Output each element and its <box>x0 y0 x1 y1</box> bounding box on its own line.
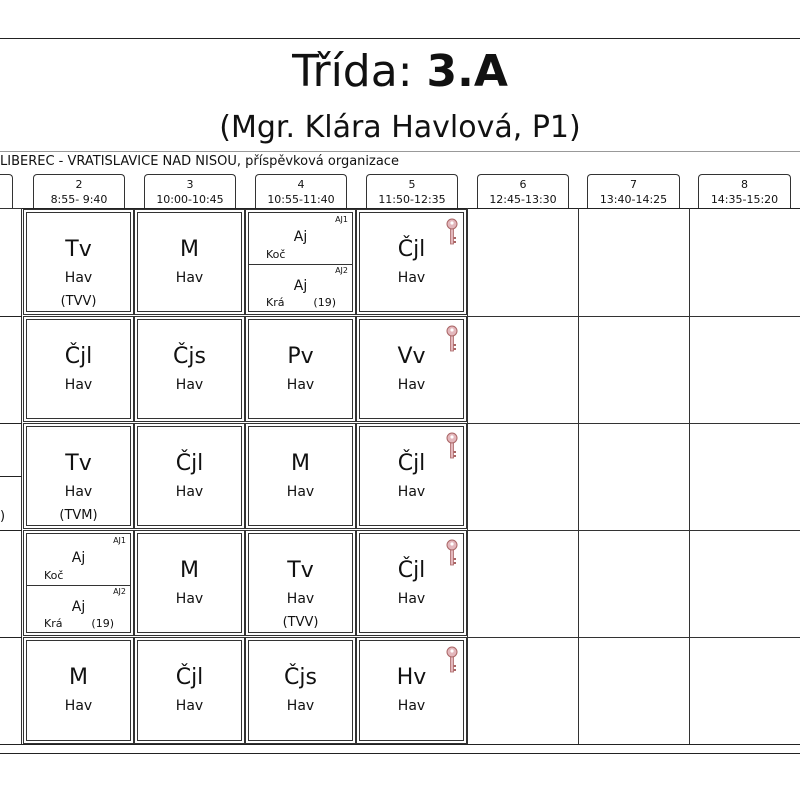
footer-rule <box>0 753 800 754</box>
lesson-cell[interactable] <box>356 423 467 529</box>
teacher-label: Krá <box>44 617 63 630</box>
teacher-label: Hav <box>64 484 93 500</box>
lesson-cell[interactable] <box>356 316 467 422</box>
subject-label: Čjl <box>397 237 426 262</box>
period-number: 2 <box>75 178 83 191</box>
row-divider <box>0 530 22 531</box>
teacher-label: Hav <box>397 377 426 393</box>
row-divider <box>0 316 22 317</box>
period-header-2 <box>33 174 125 208</box>
subject-label: Hv <box>396 665 427 690</box>
teacher-label: Hav <box>175 698 204 714</box>
teacher-label: Koč <box>44 569 64 582</box>
lesson-cell[interactable] <box>134 209 245 315</box>
lesson-cell[interactable] <box>134 530 245 636</box>
teacher-label: Hav <box>397 698 426 714</box>
subject-label: Čjl <box>175 665 204 690</box>
period-time: 10:00-10:45 <box>156 193 224 206</box>
lesson-cell[interactable] <box>23 209 134 315</box>
period-header-3 <box>144 174 236 208</box>
teacher-label: Hav <box>175 484 204 500</box>
top-rule <box>0 38 800 39</box>
period-time: 14:35-15:20 <box>710 193 779 206</box>
lesson-cell[interactable] <box>134 316 245 422</box>
lesson-cell[interactable] <box>245 316 356 422</box>
key-icon <box>446 646 458 674</box>
split-lesson-cell[interactable] <box>23 530 134 636</box>
group-name: AJ2 <box>335 266 348 275</box>
class-teacher-subtitle: (Mgr. Klára Havlová, P1) <box>219 110 581 145</box>
group-lesson-top[interactable] <box>27 534 130 586</box>
subject-label: Aj <box>293 278 308 294</box>
subject-label: Čjl <box>397 451 426 476</box>
subject-label: M <box>180 237 199 262</box>
period-header-5 <box>366 174 458 208</box>
period-time: 8:55- 9:40 <box>50 193 108 206</box>
lesson-cell[interactable] <box>356 637 467 744</box>
room-label: (19) <box>313 296 336 309</box>
column-divider <box>578 208 579 745</box>
subject-label: Aj <box>293 229 308 245</box>
lesson-cell[interactable] <box>23 316 134 422</box>
room-label: (TVV) <box>60 294 97 309</box>
teacher-label: Koč <box>266 248 286 261</box>
column-divider <box>467 208 468 745</box>
teacher-label: Hav <box>397 591 426 607</box>
teacher-label: Hav <box>286 698 315 714</box>
subject-label: Čjl <box>64 344 93 369</box>
key-icon <box>446 218 458 246</box>
subject-label: Aj <box>71 599 86 615</box>
teacher-label: Krá <box>266 296 285 309</box>
teacher-label: Hav <box>64 698 93 714</box>
teacher-label: Hav <box>64 377 93 393</box>
subject-label: Tv <box>65 237 92 262</box>
group-name: AJ1 <box>335 215 348 224</box>
teacher-label: Hav <box>286 377 315 393</box>
subject-label: Tv <box>287 558 314 583</box>
title-prefix: Třída: <box>292 46 427 97</box>
room-label: (TVV) <box>282 615 319 630</box>
room-label: (TVM) <box>59 508 98 523</box>
row-divider <box>468 316 800 317</box>
room-label: (19) <box>91 617 114 630</box>
teacher-label: Hav <box>397 484 426 500</box>
period-time: 12:45-13:30 <box>489 193 557 206</box>
teacher-label: Hav <box>286 484 315 500</box>
period-header-1 <box>0 174 13 208</box>
page-title <box>0 40 800 104</box>
subject-label: M <box>69 665 88 690</box>
column-divider <box>689 208 690 745</box>
period-number: 6 <box>519 178 527 191</box>
subject-label: Čjl <box>175 451 204 476</box>
teacher-label: Hav <box>64 270 93 286</box>
room-fragment: ) <box>0 509 6 524</box>
period-number: 5 <box>408 178 416 191</box>
subject-label: Čjs <box>173 344 206 369</box>
school-name: LIBEREC - VRATISLAVICE NAD NISOU, příspěvková organizace <box>0 154 399 169</box>
group-name: AJ2 <box>113 587 126 596</box>
period-number: 3 <box>186 178 194 191</box>
subject-label: M <box>291 451 310 476</box>
period-time: 11:50-12:35 <box>378 193 446 206</box>
lesson-cell[interactable] <box>245 637 356 744</box>
class-name: 3.A <box>426 46 508 97</box>
period-header-8 <box>698 174 791 208</box>
lesson-cell[interactable] <box>23 637 134 744</box>
lesson-cell[interactable] <box>245 530 356 636</box>
split-lesson-cell[interactable] <box>245 209 356 315</box>
group-lesson-bottom[interactable] <box>249 264 352 312</box>
group-lesson-top[interactable] <box>249 213 352 265</box>
row-divider <box>0 476 22 477</box>
key-icon <box>446 325 458 353</box>
teacher-label: Hav <box>397 270 426 286</box>
period-header-7 <box>587 174 680 208</box>
key-icon <box>446 432 458 460</box>
subject-label: M <box>180 558 199 583</box>
lesson-cell[interactable] <box>356 209 467 315</box>
lesson-cell[interactable] <box>356 530 467 636</box>
row-divider <box>0 637 22 638</box>
subject-label: Čjl <box>397 558 426 583</box>
period-header-4 <box>255 174 347 208</box>
subject-label: Aj <box>71 550 86 566</box>
subject-label: Pv <box>287 344 314 369</box>
grid-bottom-rule <box>0 744 800 745</box>
lesson-cell[interactable] <box>134 423 245 529</box>
period-time: 10:55-11:40 <box>267 193 335 206</box>
row-divider <box>0 423 22 424</box>
teacher-label: Hav <box>286 591 315 607</box>
key-icon <box>446 539 458 567</box>
period-header-6 <box>477 174 569 208</box>
teacher-label: Hav <box>175 377 204 393</box>
lesson-cell[interactable] <box>23 423 134 529</box>
teacher-label: Hav <box>175 591 204 607</box>
period-number: 7 <box>630 178 637 191</box>
subject-label: Tv <box>65 451 92 476</box>
lesson-cell[interactable] <box>245 423 356 529</box>
period-number: 4 <box>297 178 305 191</box>
row-divider <box>468 530 800 531</box>
row-divider <box>468 637 800 638</box>
subject-label: Čjs <box>284 665 317 690</box>
group-lesson-bottom[interactable] <box>27 585 130 633</box>
subject-label: Vv <box>397 344 426 369</box>
teacher-label: Hav <box>175 270 204 286</box>
period-number: 8 <box>741 178 748 191</box>
row-divider <box>468 423 800 424</box>
header-rule <box>0 151 800 152</box>
lesson-cell[interactable] <box>134 637 245 744</box>
group-name: AJ1 <box>113 536 126 545</box>
period-time: 13:40-14:25 <box>599 193 668 206</box>
